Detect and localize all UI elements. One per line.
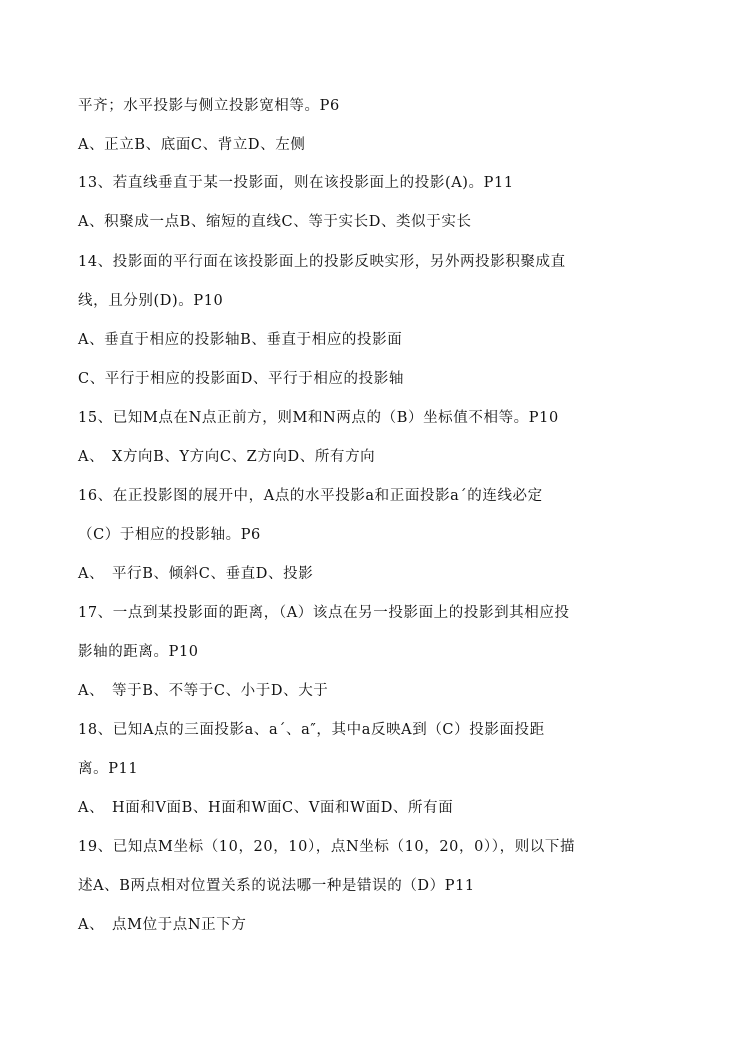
text-line: 14、投影面的平行面在该投影面上的投影反映实形，另外两投影积聚成直 — [78, 254, 566, 270]
text-line: （C）于相应的投影轴。P6 — [78, 527, 261, 543]
text-line: A、 等于B、不等于C、小于D、大于 — [78, 683, 329, 699]
text-line: A、积聚成一点B、缩短的直线C、等于实长D、类似于实长 — [78, 214, 472, 230]
text-line: 16、在正投影图的展开中，A点的水平投影a和正面投影a´的连线必定 — [78, 488, 543, 504]
text-line: 19、已知点M坐标（10，20，10），点N坐标（10，20，0）），则以下描 — [78, 839, 576, 855]
text-line: 线，且分别(D)。P10 — [78, 293, 224, 309]
text-line: 平齐；水平投影与侧立投影宽相等。P6 — [78, 98, 340, 114]
text-line: 17、一点到某投影面的距离，（A）该点在另一投影面上的投影到其相应投 — [78, 605, 570, 621]
text-line: 13、若直线垂直于某一投影面，则在该投影面上的投影(A)。P11 — [78, 175, 514, 191]
text-line: A、 H面和V面B、H面和W面C、V面和W面D、所有面 — [78, 800, 454, 816]
text-line: 18、已知A点的三面投影a、a´、a″，其中a反映A到（C）投影面投距 — [78, 722, 545, 738]
text-line: 离。P11 — [78, 761, 139, 777]
text-line: A、 X方向B、Y方向C、Z方向D、所有方向 — [78, 449, 376, 465]
text-line: 影轴的距离。P10 — [78, 644, 199, 660]
text-line: 15、已知M点在N点正前方，则M和N两点的（B）坐标值不相等。P10 — [78, 410, 559, 426]
text-line: A、 平行B、倾斜C、垂直D、投影 — [78, 566, 314, 582]
text-line: C、平行于相应的投影面D、平行于相应的投影轴 — [78, 371, 404, 387]
text-line: 述A、B两点相对位置关系的说法哪一种是错误的（D）P11 — [78, 878, 475, 894]
text-line: A、垂直于相应的投影轴B、垂直于相应的投影面 — [78, 332, 403, 348]
text-line: A、正立B、底面C、背立D、左侧 — [78, 137, 306, 153]
text-line: A、 点M位于点N正下方 — [78, 917, 247, 933]
